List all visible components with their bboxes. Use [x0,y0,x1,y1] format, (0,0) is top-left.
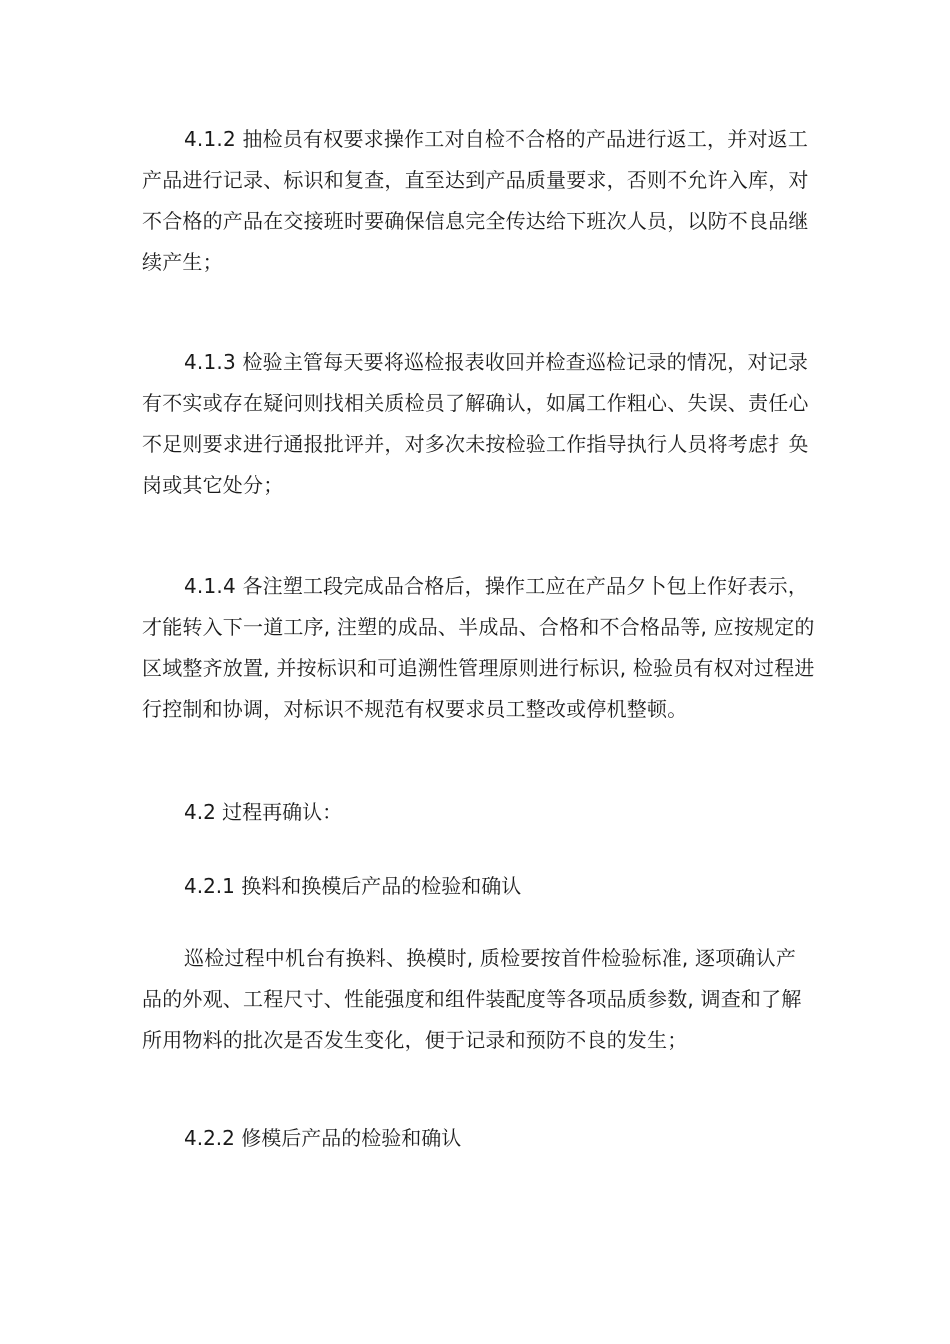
text-line: 续产生； [142,250,223,274]
paragraph-4-2-1-body [142,938,812,1061]
text-line: 4.1.3 检验主管每天要将巡检报表收回并检查巡检记录的情况，对记录 [184,350,809,374]
heading-text: 4.2 过程再确认： [184,800,343,824]
text-line: 行控制和协调，对标识不规范有权要求员工整改或停机整顿。 [142,697,688,721]
heading-text: 4.2.2 修模后产品的检验和确认 [184,1126,462,1150]
text-line: 4.1.4 各注塑工段完成品合格后，操作工应在产品夕卜包上作好表示， [184,574,809,598]
text-line: 产品进行记录、标识和复查，直至达到产品质量要求，否则不允许入库，对 [142,168,809,192]
text-line: 区域整齐放置, 并按标识和可追溯性管理原则进行标识, 检验员有权对过程进 [142,656,815,680]
paragraph-4-1-2 [142,119,812,283]
text-line: 才能转入下一道工序, 注塑的成品、半成品、合格和不合格品等, 应按规定的 [142,615,815,639]
section-heading-4-2-2 [142,1118,812,1159]
paragraph-4-1-4 [142,566,815,730]
text-line: 4.1.2 抽检员有权要求操作工对自检不合格的产品进行返工，并对返工 [184,127,809,151]
text-line: 岗或其它处分； [142,473,284,497]
section-heading-4-2 [142,792,812,833]
paragraph-4-1-3 [142,342,812,506]
text-line: 不合格的产品在交接班时要确保信息完全传达给下班次人员，以防不良品继 [142,209,809,233]
text-line: 所用物料的批次是否发生变化，便于记录和预防不良的发生； [142,1028,688,1052]
text-line: 有不实或存在疑问则找相关质检员了解确认，如属工作粗心、失误、责任心 [142,391,809,415]
text-line: 巡检过程中机台有换料、换模时, 质检要按首件检验标准, 逐项确认产 [184,946,797,970]
text-line: 不足则要求进行通报批评并，对多次未按检验工作指导执行人员将考虑扌奂 [142,432,809,456]
section-heading-4-2-1 [142,866,812,907]
text-line: 品的外观、工程尺寸、性能强度和组件装配度等各项品质参数, 调查和了解 [142,987,802,1011]
heading-text: 4.2.1 换料和换模后产品的检验和确认 [184,874,522,898]
